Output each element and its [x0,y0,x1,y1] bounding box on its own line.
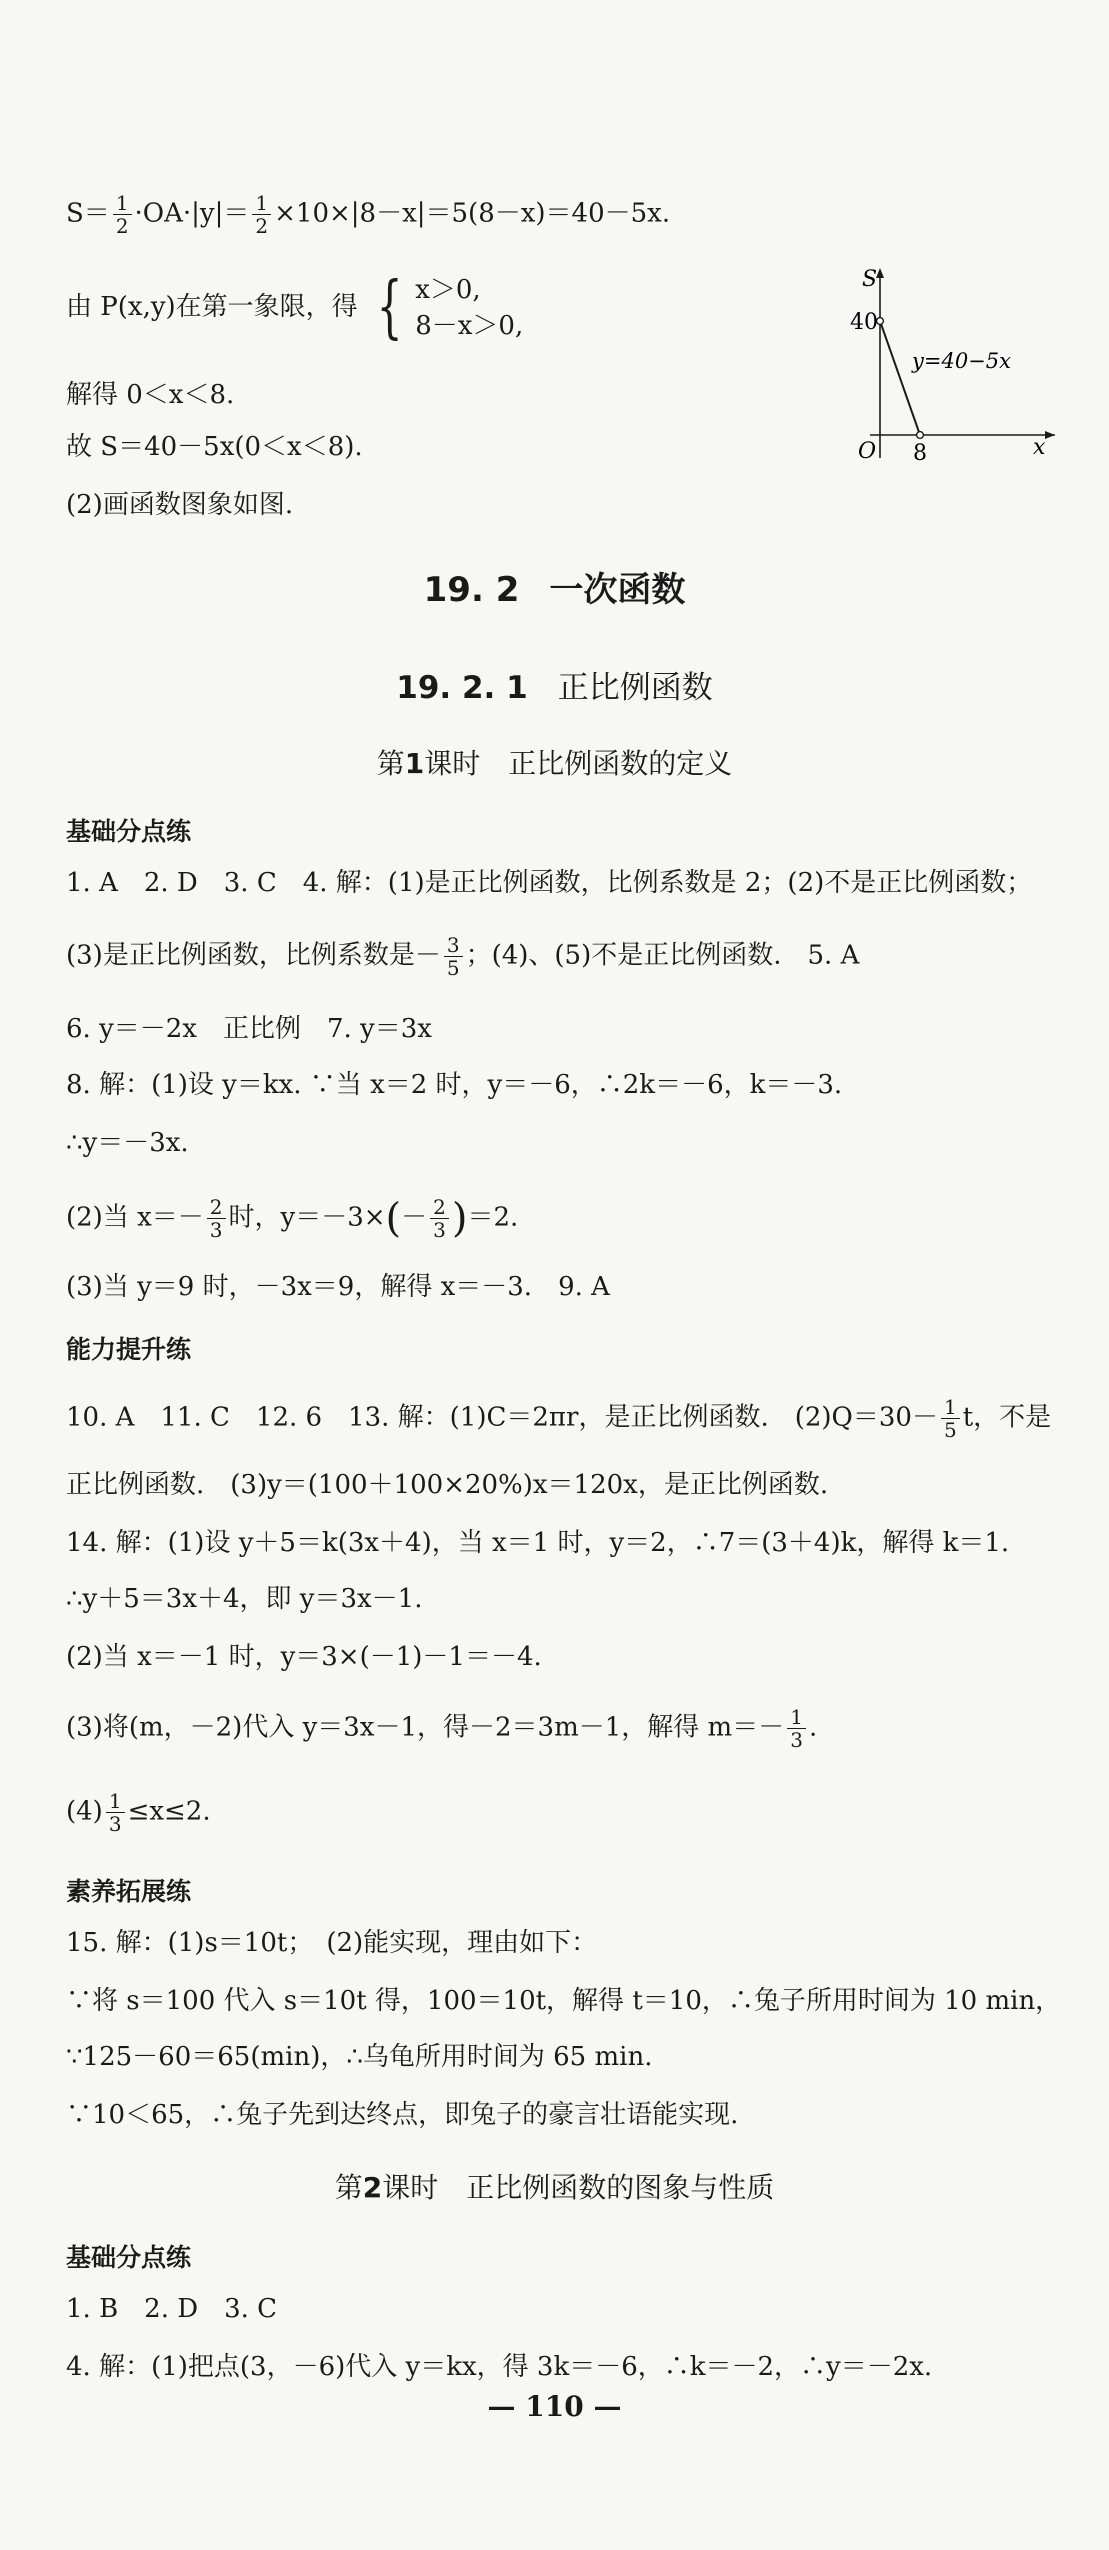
answer-line: ∵将 s＝100 代入 s＝10t 得，100＝10t，解得 t＝10，∴兔子所用时间为 10 min， [66,1986,1062,2016]
answer-line: (3)将(m，－2)代入 y＝3x－1，得－2＝3m－1，解得 m＝－ $\frac{1}{3}$ . [66,1705,818,1752]
literacy-practice-heading: 素养拓展练 [66,1877,192,1906]
answer-line: ∴y＝－3x. [66,1128,189,1158]
y-axis-arrow-icon [876,268,884,278]
solution-range-line: 解得 0＜x＜8. [66,380,235,410]
answer-line: 正比例函数. (3)y＝(100＋100×20%)x＝120x，是正比例函数. [66,1470,829,1500]
basic-practice-heading: 基础分点练 [66,2243,192,2272]
fraction-half: $\frac{1}{2}$ [113,192,132,237]
x-axis-arrow-icon [1045,431,1055,439]
open-point-x-intercept [917,432,924,439]
answer-line: 1. B 2. D 3. C [66,2294,278,2324]
answer-line: 10. A 11. C 12. 6 13. 解：(1)C＝2πr，是正比例函数. (2)Q＝30－ $\frac{1}{5}$ t，不是 [66,1395,1052,1442]
answer-line: ∵10＜65，∴兔子先到达终点，即兔子的豪言壮语能实现. [66,2100,739,2130]
subsection-heading: 19. 2. 1 正比例函数 [396,670,713,706]
basic-practice-heading: 基础分点练 [66,817,192,846]
answer-line: (3)当 y＝9 时，－3x＝9，解得 x＝－3. 9. A [66,1272,610,1302]
answer-line: (2)当 x＝－1 时，y＝3×(－1)－1＝－4. [66,1642,542,1672]
origin-label: O [858,439,877,464]
line-y-equals-40-minus-5x [880,321,920,435]
formula-label: y=40−5x [912,349,1011,373]
function-graph [850,258,1060,478]
y-axis-label: S [862,267,878,292]
answer-line: 6. y＝－2x 正比例 7. y＝3x [66,1014,432,1044]
answer-line: 15. 解：(1)s＝10t； (2)能实现，理由如下： [66,1928,598,1958]
quadrant-condition-line: 由 P(x,y)在第一象限，得 { x＞0, 8－x＞0, [66,268,524,347]
page-number: — 110 — [487,2390,622,2423]
answer-line: (4) $\frac{1}{3}$ ≤x≤2. [66,1789,211,1836]
answer-line: (2)当 x＝－ $\frac{2}{3}$ 时，y＝－3×(－ $\frac{2}{3}$ )＝2. [66,1195,519,1242]
graph-note-line: (2)画函数图象如图. [66,490,294,520]
y-tick-label: 40 [850,310,878,335]
answer-line: 14. 解：(1)设 y＋5＝k(3x＋4)，当 x＝1 时，y＝2，∴7＝(3＋4)k，解得 k＝1. [66,1528,1010,1558]
lesson-1-heading: 第1课时 正比例函数的定义 [376,747,733,780]
ability-practice-heading: 能力提升练 [66,1335,192,1364]
answer-line: 4. 解：(1)把点(3，－6)代入 y＝kx，得 3k＝－6，∴k＝－2，∴y＝－2x. [66,2352,933,2382]
area-formula-line: S＝ $\frac{1}{2}$ ·OA·|y|＝ $\frac{1}{2}$ ×10×|8－x|＝5(8－x)＝40－5x. [66,191,671,238]
section-heading: 19. 2 一次函数 [423,570,686,610]
x-tick-label: 8 [913,441,927,466]
answer-line: ∵125－60＝65(min)，∴乌龟所用时间为 65 min. [66,2042,653,2072]
inequality-system: { x＞0, 8－x＞0, [376,268,524,347]
lesson-2-heading: 第2课时 正比例函数的图象与性质 [334,2171,775,2204]
answer-line: ∴y＋5＝3x＋4，即 y＝3x－1. [66,1584,423,1614]
fraction-half: $\frac{1}{2}$ [252,192,271,237]
answer-line: 8. 解：(1)设 y＝kx. ∵当 x＝2 时，y＝－6，∴2k＝－6，k＝－3. [66,1070,843,1100]
function-result-line: 故 S＝40－5x(0＜x＜8). [66,432,363,462]
answer-line: (3)是正比例函数，比例系数是－ $\frac{3}{5}$ ；(4)、(5)不是正比例函数. 5. A [66,933,860,980]
x-axis-label: x [1033,435,1046,460]
brace-icon: { [376,268,403,347]
answer-line: 1. A 2. D 3. C 4. 解：(1)是正比例函数，比例系数是 2；(2)不是正比例函数； [66,868,1033,898]
